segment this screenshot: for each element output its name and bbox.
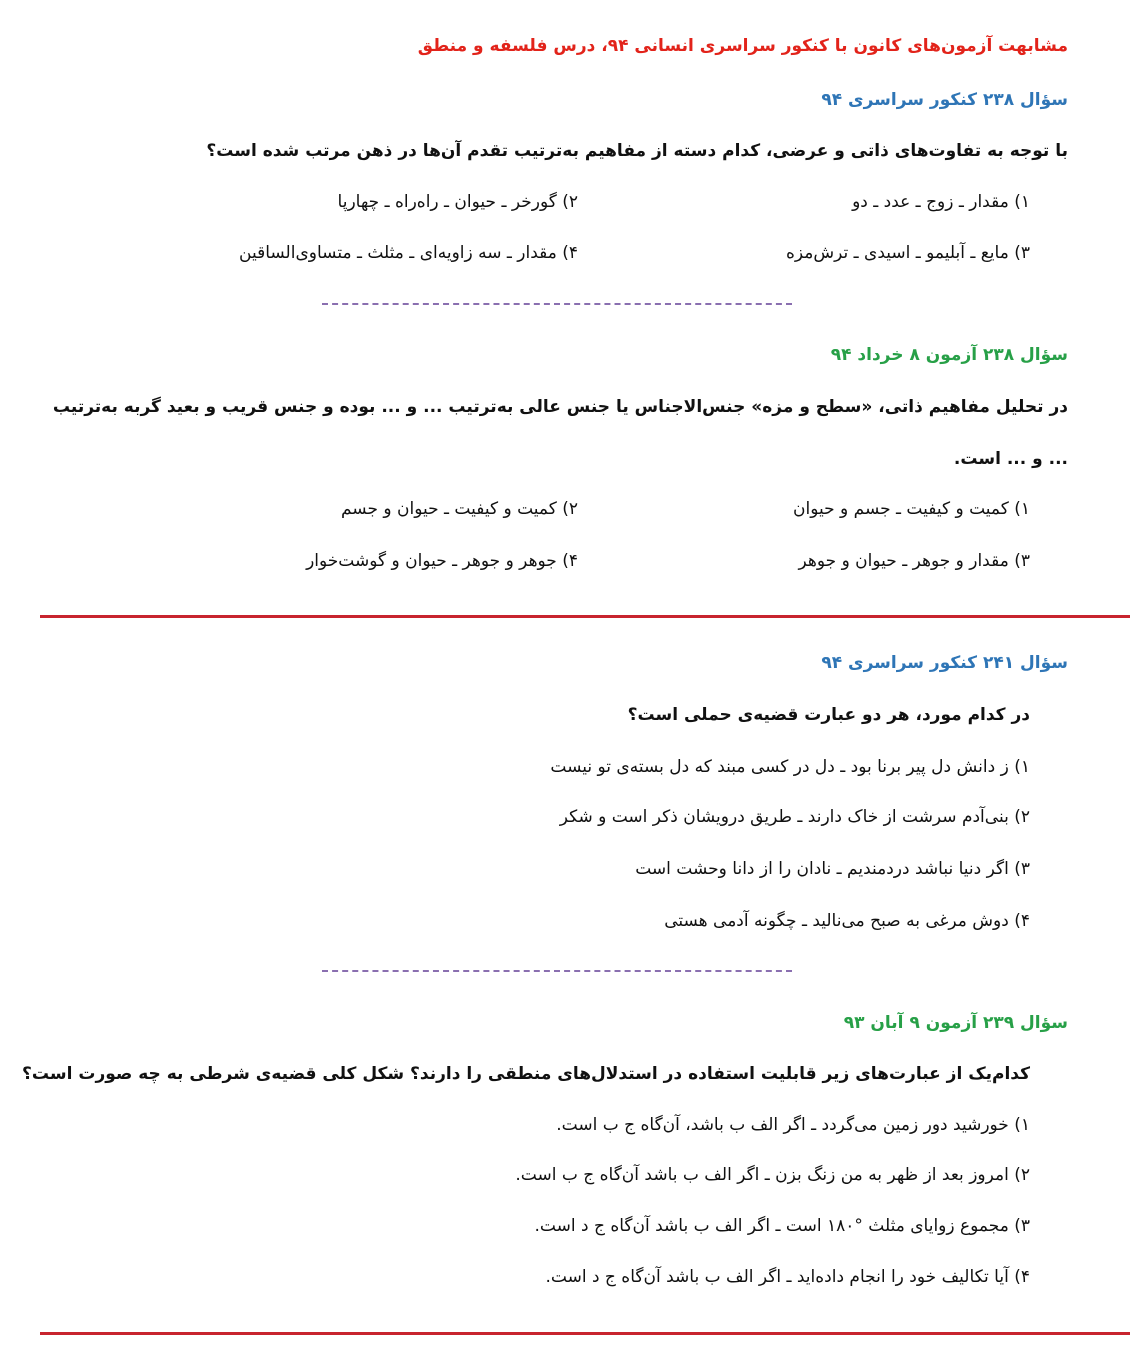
option-3: ۳) اگر دنیا نباشد دردمندیم ـ نادان را از دانا وحشت است: [635, 859, 1030, 879]
question-text: در کدام مورد، هر دو عبارت قضیه‌ی حملی است؟: [627, 705, 1030, 725]
section-heading: سؤال ۲۳۹ آزمون ۹ آبان ۹۳: [843, 1013, 1068, 1033]
option-4: ۴) جوهر و جوهر ـ حیوان و گوشت‌خوار: [306, 551, 578, 571]
option-1: ۱) مقدار ـ زوج ـ عدد ـ دو: [852, 192, 1030, 212]
page-title: مشابهت آزمون‌های کانون با کنکور سراسری انسانی ۹۴، درس فلسفه و منطق: [417, 36, 1068, 56]
option-3: ۳) مجموع زوایای مثلث °۱۸۰ است ـ اگر الف ب باشد آن‌گاه ج د است.: [534, 1216, 1030, 1236]
question-text-line-1: در تحلیل مفاهیم ذاتی، «سطح و مزه» جنس‌الاجناس یا جنس عالی به‌ترتیب ... و ... بوده و جنس قریب و بعید گربه به‌ترتیب: [52, 397, 1068, 417]
option-1: ۱) کمیت و کیفیت ـ جسم و حیوان: [792, 499, 1030, 519]
section-heading: سؤال ۲۴۱ کنکور سراسری ۹۴: [821, 653, 1068, 673]
section-heading: سؤال ۲۳۸ کنکور سراسری ۹۴: [821, 90, 1068, 110]
question-text: با توجه به تفاوت‌های ذاتی و عرضی، کدام دسته از مفاهیم به‌ترتیب تقدم آن‌ها در ذهن مرتب شده است؟: [206, 141, 1068, 161]
question-text: کدام‌یک از عبارت‌های زیر قابلیت استفاده در استدلال‌های منطقی را دارند؟ شکل کلی قضیه‌ی شرطی به چه صورت است؟: [22, 1064, 1030, 1084]
dashed-separator: [322, 970, 792, 972]
option-2: ۲) بنی‌آدم سرشت از خاک دارند ـ طریق درویشان ذکر است و شکر: [559, 807, 1030, 827]
section-heading: سؤال ۲۳۸ آزمون ۸ خرداد ۹۴: [830, 345, 1068, 365]
option-3: ۳) مقدار و جوهر ـ حیوان و جوهر: [798, 551, 1030, 571]
option-4: ۴) دوش مرغی به صبح می‌نالید ـ چگونه آدمی هستی: [664, 911, 1030, 931]
section-divider: [40, 1332, 1130, 1335]
option-2: ۲) گورخر ـ حیوان ـ راه‌راه ـ چهارپا: [337, 192, 578, 212]
dashed-separator: [322, 303, 792, 305]
question-text-line-2: ... و ... است.: [953, 449, 1068, 469]
option-4: ۴) آیا تکالیف خود را انجام داده‌اید ـ اگر الف ب باشد آن‌گاه ج د است.: [545, 1267, 1030, 1287]
option-3: ۳) مایع ـ آبلیمو ـ اسیدی ـ ترش‌مزه: [785, 243, 1030, 263]
option-2: ۲) امروز بعد از ظهر به من زنگ بزن ـ اگر الف ب باشد آن‌گاه ج ب است.: [515, 1165, 1030, 1185]
option-1: ۱) ز دانش دل پیر برنا بود ـ دل در کسی مبند که دل بسته‌ی تو نیست: [550, 757, 1030, 777]
option-1: ۱) خورشید دور زمین می‌گردد ـ اگر الف ب باشد، آن‌گاه ج ب است.: [556, 1115, 1030, 1135]
option-2: ۲) کمیت و کیفیت ـ حیوان و جسم: [340, 499, 578, 519]
section-divider: [40, 615, 1130, 618]
option-4: ۴) مقدار ـ سه زاویه‌ای ـ مثلث ـ متساوی‌الساقین: [239, 243, 578, 263]
